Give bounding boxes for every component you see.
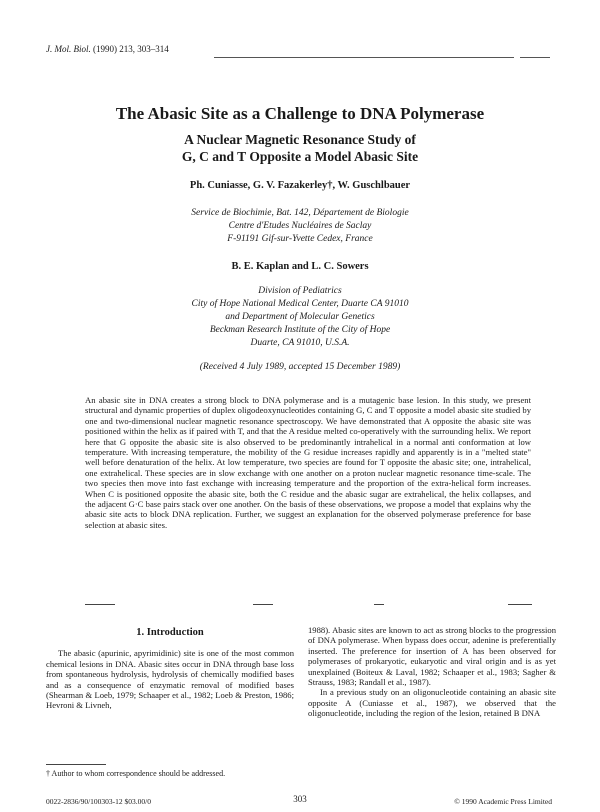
abstract-text: An abasic site in DNA creates a strong block to DNA polymerase and is a mutagenic base lesion. In this study, we present structural and dynamic properties of duplex oligodeoxynucleotides containing G, C and T opposite a model abasic site studied by one and two-dimensional nuclear magnetic resonance spectroscopy. We have demonstrated that A opposite the abasic site was positioned within the helix as if paired with T, and that the A residue melted co-operatively with the surrounding helix. We report here that G opposite the abasic site is also observed to be predominantly intrahelical in a normal anti conformation at low temperature. With increasing temperature, the mobility of the G residue increases rapidly and apparently is in a "melted state" well before denaturation of the helix. At low temperature, two species are found for T opposite the abasic site; one, intrahelical, one extrahelical. These species are in slow exchange with one another on a proton nuclear magnetic resonance time-scale. The two species then move into fast exchange with increasing temperature and the proportion of the extra-helical form increases. When C is positioned opposite the abasic site, both the C residue and the abasic sugar are extrahelical, the helix collapses, and the adjacent G·C base pairs stack over one another. On the basis of these observations, we propose a model that explains why the abasic site acts to block DNA replication. Further, we suggest an explanation for the observed polymerase preference for base selection at abasic sites. xyxy=(85,395,531,530)
footer-code: 0022-2836/90/100303-12 $03.00/0 xyxy=(46,797,151,806)
intro-paragraph-2: In a previous study on an oligonucleotide containing an abasic site opposite A (Cuniasse et al., 1987), we observed that the oligonucleotide, including the region of the lesion, retained B DNA xyxy=(308,687,556,719)
separator-rule-mid-1 xyxy=(253,604,273,605)
journal-volume-pages: (1990) 213, 303–314 xyxy=(93,44,169,54)
author-list-1: Ph. Cuniasse, G. V. Fazakerley†, W. Guschlbauer xyxy=(189,180,411,191)
footer-copyright: © 1990 Academic Press Limited xyxy=(454,797,552,806)
received-dates: (Received 4 July 1989, accepted 15 December 1989) xyxy=(199,362,401,372)
affiliation-2-line-1: Division of Pediatrics xyxy=(258,286,342,296)
affiliation-1 xyxy=(0,207,600,246)
affiliation-1-line-2: Centre d'Etudes Nucléaires de Saclay xyxy=(228,221,372,231)
affiliation-2-line-2: City of Hope National Medical Center, Duarte CA 91010 xyxy=(191,299,409,309)
intro-paragraph-1: The abasic (apurinic, apyrimidinic) site is one of the most common chemical lesions in DNA. Abasic sites occur in DNA through base loss from spontaneous hydrolysis, hydrolysis of chemically modified bases and as a consequence of enzymatic removal of modified bases (Shearman & Loeb, 1979; Schaaper et al., 1982; Loeb & Preston, 1986; Hevroni & Livneh, xyxy=(46,648,294,711)
intro-paragraph-1-continued: 1988). Abasic sites are known to act as strong blocks to the progression of DNA polymerase. When bypass does occur, adenine is preferentially inserted. The preference for insertion of A has been observed for polymerases of prokaryotic, eukaryotic and viral origin and is as yet unexplained (Boiteux & Laval, 1982; Schaaper et al., 1983; Sagher & Strauss, 1983; Randall et al., 1987). xyxy=(308,625,556,688)
affiliation-1-line-1: Service de Biochimie, Bat. 142, Département de Biologie xyxy=(191,208,409,218)
footnote: † Author to whom correspondence should be addressed. xyxy=(46,769,226,778)
body-column-right xyxy=(308,625,556,719)
affiliation-2-line-4: Beckman Research Institute of the City of Hope xyxy=(209,325,391,335)
body-column-left xyxy=(46,625,294,711)
separator-rule-mid-2 xyxy=(374,604,384,605)
subtitle-line-2: G, C and T Opposite a Model Abasic Site xyxy=(181,149,419,164)
abstract xyxy=(85,395,531,530)
subtitle-line-1: A Nuclear Magnetic Resonance Study of xyxy=(184,132,416,147)
footnote-rule xyxy=(46,764,106,765)
affiliation-1-line-3: F-91191 Gif-sur-Yvette Cedex, France xyxy=(227,234,373,244)
separator-rule-left xyxy=(85,604,115,605)
author-list-2: B. E. Kaplan and L. C. Sowers xyxy=(231,261,369,272)
page-number: 303 xyxy=(293,794,307,804)
affiliation-2-line-5: Duarte, CA 91010, U.S.A. xyxy=(250,338,350,348)
paper-title: The Abasic Site as a Challenge to DNA Polymerase xyxy=(115,104,485,123)
affiliation-2 xyxy=(0,285,600,350)
section-heading-introduction: 1. Introduction xyxy=(136,627,204,638)
paper-subtitle xyxy=(0,131,600,165)
separator-rule-right xyxy=(508,604,532,605)
header-rule xyxy=(214,57,514,58)
affiliation-2-line-3: and Department of Molecular Genetics xyxy=(225,312,375,322)
journal-citation xyxy=(46,44,169,54)
journal-name: J. Mol. Biol. xyxy=(46,44,91,54)
header-rule-short xyxy=(520,57,550,58)
